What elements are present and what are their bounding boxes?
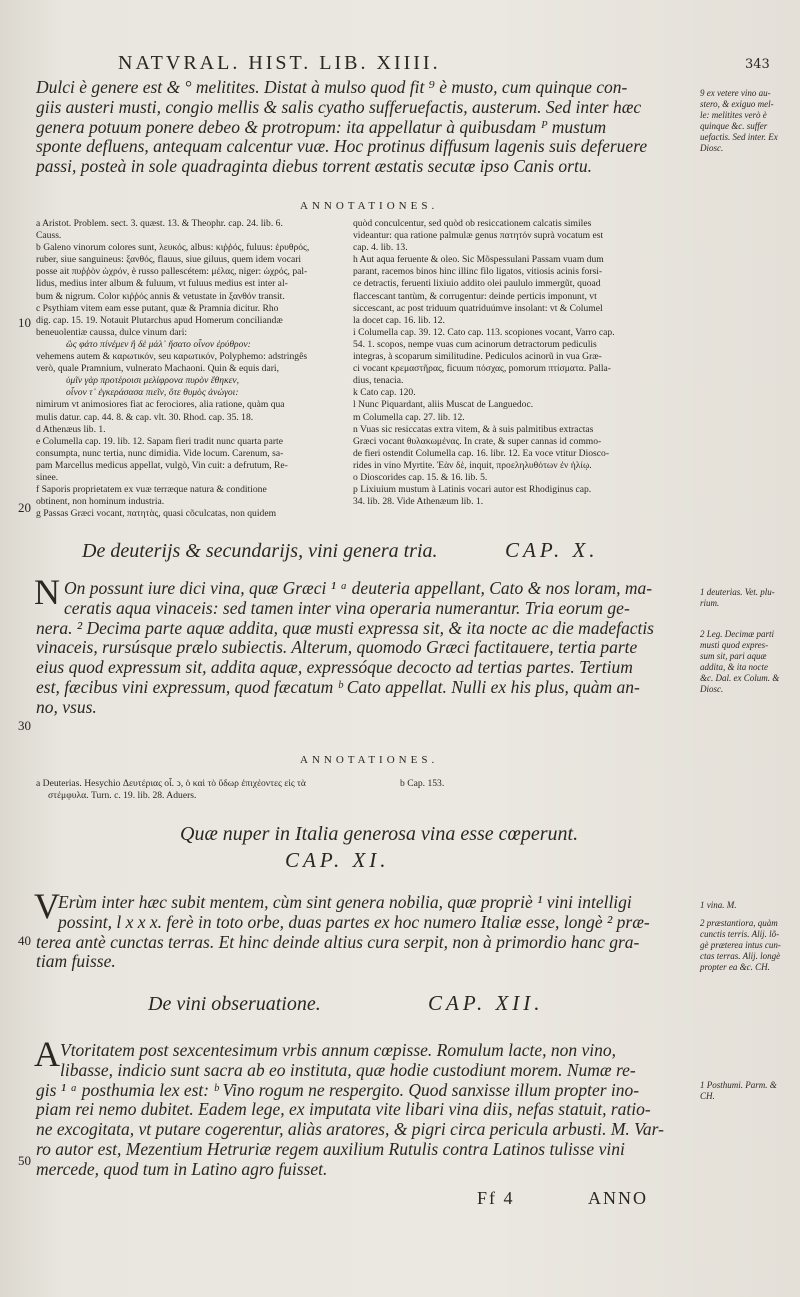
note-line: consumpta, nunc tertia, nunc dimidia. Vide locum. Carenum, sa- bbox=[36, 447, 284, 459]
note-line: obtinent, non hominum industria. bbox=[36, 496, 165, 508]
note-line: e Columella cap. 19. lib. 12. Sapam fieri tradit nunc quarta parte bbox=[36, 435, 283, 447]
note-line: a Deuterias. Hesychio Δευτέριας οἶ. ↄ, ὁ καὶ τὸ ὕδωρ ἐπιχέοντες εἰς τὰ bbox=[36, 778, 306, 789]
annotations-heading: ANNOTATIONES. bbox=[300, 754, 439, 766]
text-line: no, vsus. bbox=[36, 696, 97, 717]
note-line: de fieri ostendit Columella cap. 16. libr. 12. Ea voce vtitur Diosco- bbox=[353, 447, 610, 459]
note-line: ὣς φάτο πίνέμεν ἢ δὲ μάλ᾽ ἤσατο οἶνον ἐρύθρον: bbox=[66, 338, 251, 350]
marginal-line: addita, & ita nocte bbox=[700, 662, 768, 672]
chapter-11-text bbox=[36, 893, 696, 972]
text-line: giis austeri musti, congio mellis & salis cyatho sufferuefactis, austerum. Sed inter hæc bbox=[36, 96, 642, 117]
text-line: sponte defluens, antequam calcentur vuæ. Hoc protinus diffusum lagenis suis deferuere bbox=[36, 136, 648, 157]
note-line: p Lixiuium mustum à Latinis vocari autor est Rhodiginus cap. bbox=[353, 484, 592, 496]
annotations-left-column bbox=[36, 218, 341, 520]
marginal-line: Diosc. bbox=[700, 684, 724, 694]
chapter-10-dropcap: N bbox=[34, 572, 60, 612]
marginal-note bbox=[700, 900, 796, 911]
chapter-10-text bbox=[36, 579, 696, 718]
signature-mark: Ff 4 bbox=[477, 1188, 515, 1208]
marginal-line: quinque &c. suffer bbox=[700, 121, 768, 131]
note-line: ce detractis, feruenti lixiuio addito olei paululo immergũt, quoad bbox=[353, 278, 601, 290]
text-line: vinaceis, rursúsque prælo subiectis. Alterum, quomodo Græci factitauere, tertia parte bbox=[36, 637, 638, 658]
note-line: sinee. bbox=[36, 471, 59, 483]
marginal-line: stero, & exiguo mel- bbox=[700, 99, 774, 109]
note-line: k Cato cap. 120. bbox=[353, 387, 416, 399]
note-line: Causs. bbox=[36, 230, 62, 242]
marginal-line: CH. bbox=[700, 1091, 715, 1101]
note-line: dius, tenacia. bbox=[353, 375, 404, 387]
note-line: g Passas Græci vocant, πατητὰς, quasi cõculcatas, non quidem bbox=[36, 508, 277, 520]
note-line: l Nunc Piquardant, aliis Muscat de Languedoc. bbox=[353, 399, 534, 411]
chapter-11-title: Quæ nuper in Italia generosa vina esse cœperunt. bbox=[180, 823, 579, 845]
annotations-right-column bbox=[353, 218, 701, 508]
note-line: c Psythiam vitem eam esse putant, quæ & Pramnia dicitur. Rho bbox=[36, 302, 279, 314]
line-number: 30 bbox=[18, 718, 31, 733]
note-line: οἶνον τ᾽ ἐγκεράσασα πιεῖν, ὅτε θυμὸς ἀνώγοι: bbox=[66, 387, 239, 399]
marginal-line: propter ea &c. CH. bbox=[700, 962, 770, 972]
note-line: m Columella cap. 27. lib. 12. bbox=[353, 411, 465, 423]
marginal-line: 2 Leg. Decimæ parti bbox=[700, 629, 774, 639]
note-line: h Aut aqua feruente & oleo. Sic Mõspessulani Passam vuam dum bbox=[353, 254, 604, 266]
text-line: possint, l x x x. ferè in toto orbe, duas partes ex hoc numero Italiæ esse, longè ² præ- bbox=[58, 911, 650, 932]
line-number: 20 bbox=[18, 500, 31, 515]
note-line: siccescant, ac post triduum quatriduúmve insolant: vt & Columel bbox=[353, 302, 603, 314]
chapter-12-text bbox=[36, 1041, 696, 1180]
note-line: mulis datur. cap. 44. 8. & cap. vlt. 30. Rhod. cap. 35. 18. bbox=[36, 411, 254, 423]
note-line: cap. 4. lib. 13. bbox=[353, 242, 408, 254]
chapter-12-title: De vini obseruatione. bbox=[148, 993, 321, 1015]
text-line: mercede, quod tum in Latino agro fuisset. bbox=[36, 1158, 328, 1179]
note-line: ci vocant κρεμαστῆρας, ficuum πόσχας, pomorum πτίσματα. Palla- bbox=[353, 363, 612, 375]
note-line: parant, racemos binos hinc illinc filo ligatos, vitiosis acinis forsi- bbox=[353, 266, 603, 278]
marginal-note bbox=[700, 587, 796, 609]
text-line: Dulci è genere est & ° melitites. Distat à mulso quod fit ⁹ è musto, cum quinque con- bbox=[36, 77, 628, 97]
line-number: 10 bbox=[18, 315, 31, 330]
text-line: libasse, indicio sunt sacra ab eo instituta, quæ hodie custodiunt morem. Numæ re- bbox=[60, 1059, 636, 1080]
note-line: στέμφυλα. Turn. c. 19. lib. 28. Aduers. bbox=[48, 790, 197, 802]
text-line: eius quod expressum sit, addita aquæ, expressóque decocto ad tertias partes. Tertium bbox=[36, 657, 633, 678]
text-line: piam rei nemo dubitet. Eadem lege, ex imputata vite libari vina diis, nefas statuit, ratio- bbox=[36, 1099, 651, 1120]
note-line: nimirum vt animosiores fiat ac ferociores, alia ratione, quàm qua bbox=[36, 399, 285, 411]
text-line: passi, posteà in sole quadraginta diebus torrent æstatis secutæ ipso Canis ortu. bbox=[36, 156, 592, 177]
note-line: d Athenæus lib. 1. bbox=[36, 423, 106, 435]
chapter-10-number: CAP. X. bbox=[505, 538, 599, 562]
line-number: 50 bbox=[18, 1153, 31, 1168]
marginal-note bbox=[700, 918, 796, 973]
text-line: On possunt iure dici vina, quæ Græci ¹ ᵃ deuteria appellant, Cato & nos loram, ma- bbox=[64, 578, 653, 598]
note-line: b Galeno vinorum colores sunt, λευκός, albus: κιῤῥός, fuluus: ἐρυθρός, bbox=[36, 242, 310, 254]
note-line: integras, à scoparum similitudine. Pediculos acinorũ in vua Græ- bbox=[353, 351, 602, 363]
note-line: posse ait πυῤῥὸν ὠχρόν, è russo pallescétem: μέλας, niger: ὠχρός, pal- bbox=[36, 266, 308, 278]
marginal-note bbox=[700, 88, 796, 154]
marginal-line: ctas terras. Alij. longè bbox=[700, 951, 781, 961]
note-line: flaccescant tantùm, & corrugentur: deinde perticis imponunt, vt bbox=[353, 290, 597, 302]
text-line: nera. ² Decima parte aquæ addita, quæ musti expressa sit, & ita nocte ac die madefactis bbox=[36, 617, 654, 638]
note-line: lidus, medius inter album & fuluum, vt fuluus medius est inter al- bbox=[36, 278, 288, 290]
marginal-line: cunctis terris. Alij. lõ- bbox=[700, 929, 780, 939]
line-number: 40 bbox=[18, 933, 31, 948]
note-line: rides in vino Myrtite. Ἐὰν δὲ, inquit, προεληλυθότων ἐν ἡλίῳ. bbox=[353, 459, 592, 471]
running-head-title: NATVRAL. HIST. LIB. XIIII. bbox=[118, 52, 441, 74]
text-line: genera potuum ponere debeo & protropum: ita appellatur à quibusdam ᴾ mustum bbox=[36, 116, 607, 137]
text-line: ro autor est, Mezentium Hetruriæ regem auxilium Rutulis contra Latinos tulisse vini bbox=[36, 1138, 625, 1159]
note-line: quòd conculcentur, sed quòd ob resiccationem calcatis similes bbox=[353, 218, 592, 229]
marginal-line: Diosc. bbox=[700, 143, 724, 153]
marginal-line: musti quod expres- bbox=[700, 640, 769, 650]
text-line: gis ¹ ᵃ posthumia lex est: ᵇ Vino rogum ne respergito. Quod sanxisse illum propter ino- bbox=[36, 1079, 640, 1100]
text-line: est, fæcibus vini expressum, quod fæcatum ᵇ Cato appellat. Nulli ex his plus, quàm an- bbox=[36, 676, 640, 697]
marginal-note bbox=[700, 629, 796, 695]
catchword: ANNO bbox=[588, 1188, 648, 1208]
page-number: 343 bbox=[745, 57, 770, 72]
note-line: ὑμῖν γὰρ προτέροισι μελίφρονα πυρὸν ἔθηκεν, bbox=[66, 375, 240, 387]
chapter-11-number: CAP. XI. bbox=[285, 848, 390, 872]
note-line: Græci vocant θυλακωμένας. In crate, & super cannas id commo- bbox=[353, 435, 602, 447]
note-line: pam Marcellus medicus appellat, vulgò, Vin cuit: a defrutum, Re- bbox=[36, 459, 288, 471]
note-line: 34. lib. 28. Vide Athenæum lib. 1. bbox=[353, 496, 484, 508]
note-line: a Aristot. Problem. sect. 3. quæst. 13. & Theophr. cap. 24. lib. 6. bbox=[36, 218, 283, 229]
text-line: ne excogitata, vt putare cogerentur, aliàs aratores, & pigri circa pericula arbusti. M. Var- bbox=[36, 1119, 664, 1140]
note-line: videantur: qua ratione palmulæ genus πατητόν suprà vocatum est bbox=[353, 230, 604, 242]
note-line: f Saporis proprietatem ex vuæ terræque natura & conditione bbox=[36, 484, 267, 496]
marginal-line: &c. Dal. ex Colum. & bbox=[700, 673, 780, 683]
note-line: n Vuas sic resiccatas extra vitem, & à suis palmitibus extractas bbox=[353, 423, 594, 435]
marginal-line: 1 Posthumi. Parm. & bbox=[700, 1080, 777, 1090]
marginal-line: gè præterea intus cun- bbox=[700, 940, 781, 950]
annotations-heading: ANNOTATIONES. bbox=[300, 200, 439, 212]
note-line: bum & nigrum. Color κιῤῥός annis & vetustate in ξανθόν transit. bbox=[36, 290, 285, 302]
text-line: ceratis aqua vinaceis: sed tamen inter vina operaria numerantur. Tria eorum ge- bbox=[64, 597, 630, 618]
note-line: i Columella cap. 39. 12. Cato cap. 113. scopiones vocant, Varro cap. bbox=[353, 326, 615, 338]
marginal-line: sum sit, pari aquæ bbox=[700, 651, 767, 661]
note-line: la docet cap. 16. lib. 12. bbox=[353, 314, 445, 326]
note-line: b Cap. 153. bbox=[400, 778, 445, 789]
annotations-right-column bbox=[400, 778, 600, 790]
marginal-line: 9 ex vetere vino au- bbox=[700, 88, 771, 98]
note-line: o Dioscorides cap. 15. & 16. lib. 5. bbox=[353, 471, 488, 483]
marginal-note bbox=[700, 1080, 796, 1102]
text-line: tiam fuisse. bbox=[36, 951, 116, 972]
marginal-line: uefactis. Sed inter. Ex bbox=[700, 132, 778, 142]
annotations-left-column bbox=[36, 778, 356, 802]
note-line: verò, quale Pramnium, vulnerato Machaoni. Quin & equis dari, bbox=[36, 363, 279, 375]
chapter-11-dropcap: V bbox=[34, 886, 60, 926]
opening-paragraph bbox=[36, 78, 741, 177]
note-line: vehemens autem & καρωτικόν, seu καρωτικόν, Polyphemo: adstringês bbox=[36, 351, 308, 363]
marginal-line: rium. bbox=[700, 598, 720, 608]
marginal-line: 2 præstantiora, quàm bbox=[700, 918, 778, 928]
chapter-12-number: CAP. XII. bbox=[428, 991, 544, 1015]
text-line: Vtoritatem post sexcentesimum vrbis annum cœpisse. Romulum lacte, non vino, bbox=[60, 1040, 617, 1060]
marginal-line: 1 vina. M. bbox=[700, 900, 737, 910]
note-line: dig. cap. 15. 19. Notauit Plutarchus apud Homerum conciliandæ bbox=[36, 314, 283, 326]
text-line: terea antè cunctas terras. Et hinc deinde altius cura serpit, non à primordio hanc gra- bbox=[36, 931, 640, 952]
chapter-10-title: De deuterijs & secundarijs, vini genera tria. bbox=[82, 540, 438, 562]
note-line: beneuolentiæ caussa, dulce vinum dari: bbox=[36, 326, 188, 338]
chapter-12-dropcap: A bbox=[34, 1034, 60, 1074]
note-line: 54. 1. scopos, nempe vuas cum acinorum detractorum pediculis bbox=[353, 338, 597, 350]
text-line: Erùm inter hæc subit mentem, cùm sint genera nobilia, quæ propriè ¹ vini intelligi bbox=[58, 892, 632, 912]
note-line: ruber, siue sanguineus: ξανθός, flauus, siue giluus, quem idem vocari bbox=[36, 254, 302, 266]
marginal-line: 1 deuterias. Vet. plu- bbox=[700, 587, 775, 597]
marginal-line: le: melitites verò è bbox=[700, 110, 767, 120]
